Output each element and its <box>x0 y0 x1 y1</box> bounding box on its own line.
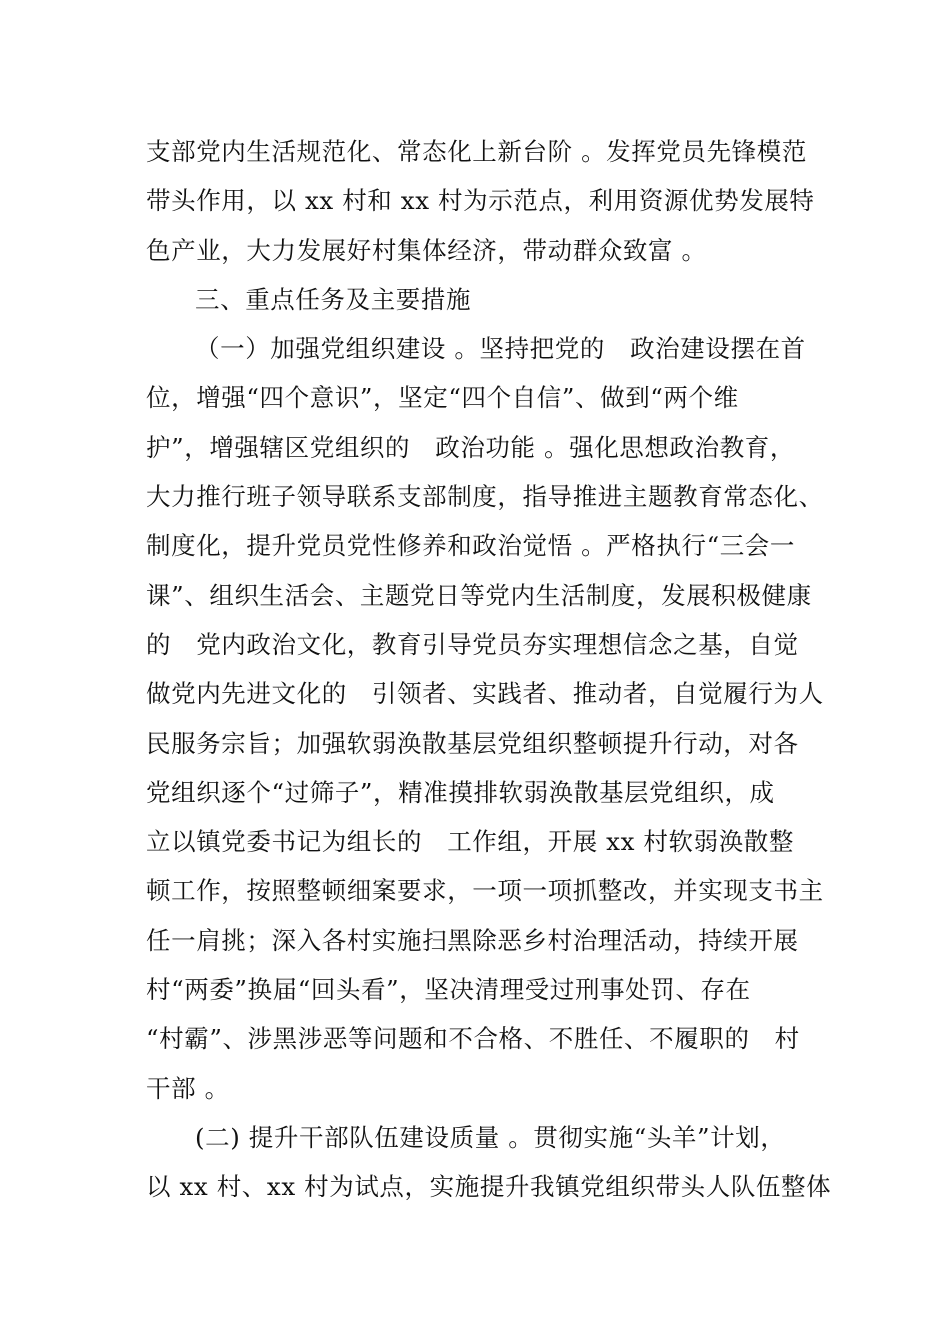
paragraph-line: 做党内先进文化的 引领者、实践者、推动者，自觉履行为人 <box>146 679 824 709</box>
paragraph-line: 位，增强“四个意识”，坚定“四个自信”、做到“两个维 <box>146 383 739 413</box>
paragraph-line: (二) 提升干部队伍建设质量 。贯彻实施“头羊”计划， <box>195 1122 786 1152</box>
paragraph-line: 支部党内生活规范化、常态化上新台阶 。发挥党员先锋模范 <box>146 137 807 166</box>
paragraph-line: （一）加强党组织建设 。坚持把党的 政治建设摆在首 <box>195 334 806 364</box>
paragraph-line: 课”、组织生活会、主题党日等党内生活制度，发展积极健康 <box>146 580 812 610</box>
document-body <box>146 127 836 1212</box>
paragraph-line: 以 xx 村、xx 村为试点，实施提升我镇党组织带头人队伍整体 <box>146 1172 832 1202</box>
paragraph-line: “村霸”、涉黑涉恶等问题和不合格、不胜任、不履职的 村 <box>146 1024 800 1054</box>
paragraph-line: 村“两委”换届“回头看”，坚决清理受过刑事处罚、存在 <box>146 975 751 1005</box>
paragraph-line: 色产业，大力发展好村集体经济，带动群众致富 。 <box>146 235 707 265</box>
paragraph-line: 任一肩挑；深入各村实施扫黑除恶乡村治理活动，持续开展 <box>146 925 799 955</box>
paragraph-line: 大力推行班子领导联系支部制度，指导推进主题教育常态化、 <box>146 482 824 512</box>
section-heading: 三、重点任务及主要措施 <box>195 284 472 314</box>
paragraph-line: 干部 。 <box>146 1073 230 1103</box>
paragraph-line: 党组织逐个“过筛子”，精准摸排软弱涣散基层党组织，成 <box>146 777 775 807</box>
paragraph-line: 立以镇党委书记为组长的 工作组，开展 xx 村软弱涣散整 <box>146 827 795 857</box>
paragraph-line: 护”，增强辖区党组织的 政治功能 。强化思想政治教育， <box>146 432 796 462</box>
paragraph-line: 带头作用，以 xx 村和 xx 村为示范点，利用资源优势发展特 <box>146 186 815 216</box>
paragraph-line: 的 党内政治文化，教育引导党员夯实理想信念之基，自觉 <box>146 629 799 659</box>
paragraph-line: 顿工作，按照整顿细案要求，一项一项抓整改，并实现支书主 <box>146 876 824 906</box>
paragraph-line: 民服务宗旨；加强软弱涣散基层党组织整顿提升行动，对各 <box>146 728 799 758</box>
paragraph-line: 制度化，提升党员党性修养和政治觉悟 。严格执行“三会一 <box>146 531 796 561</box>
